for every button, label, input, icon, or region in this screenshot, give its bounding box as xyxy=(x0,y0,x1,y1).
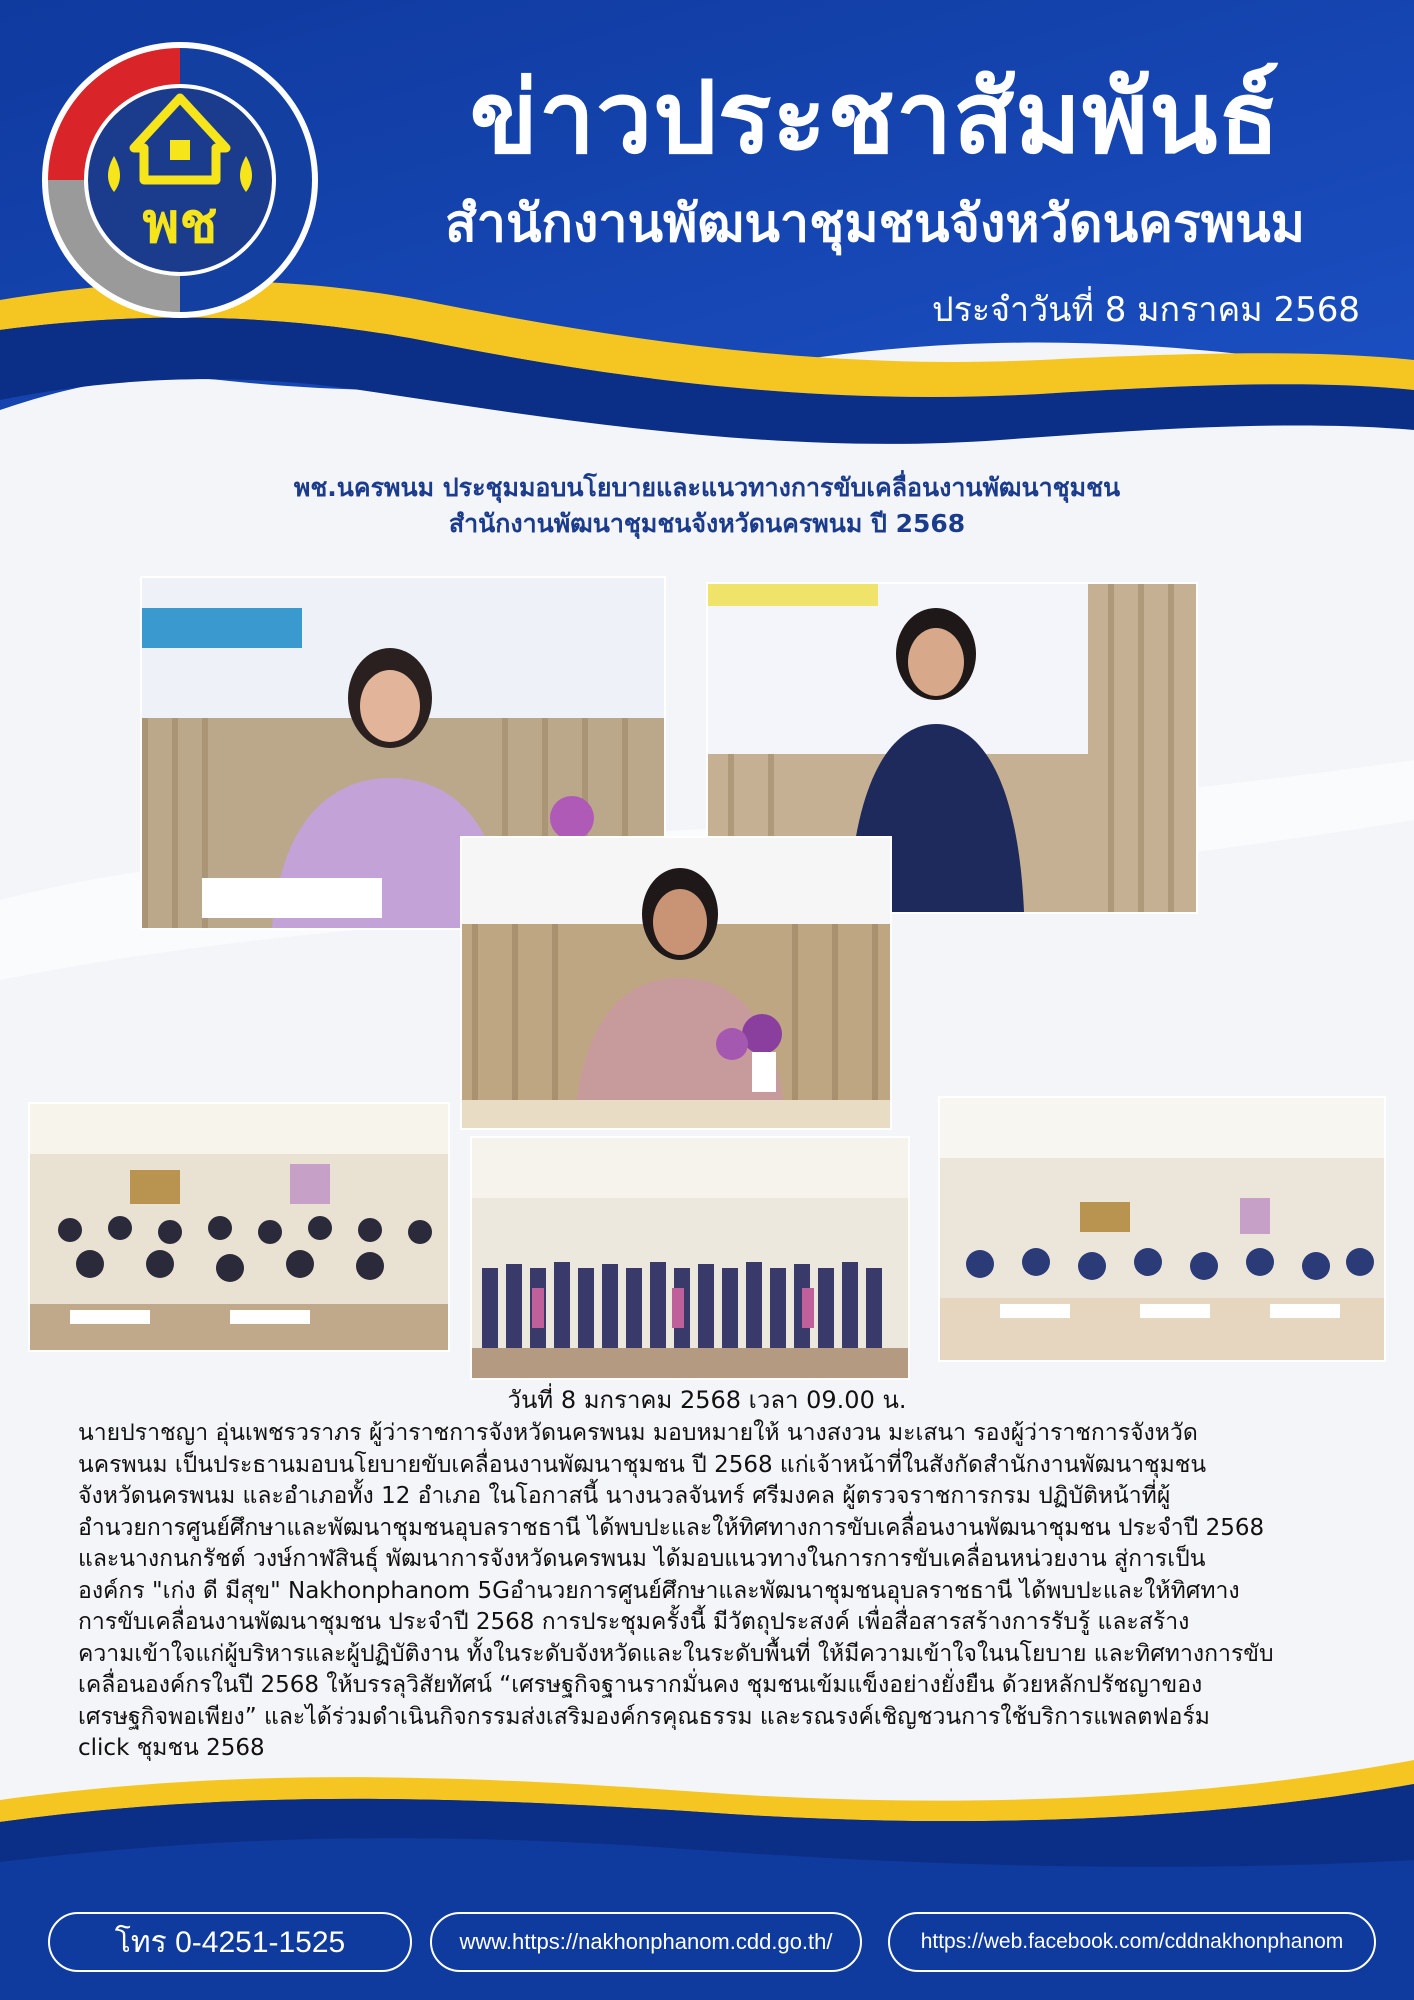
phone-contact[interactable] xyxy=(48,1912,412,1972)
photo-group-standing xyxy=(472,1138,908,1378)
photo-audience-right xyxy=(940,1098,1384,1360)
facebook-label: https://web.facebook.com/cddnakhonphanom xyxy=(920,1930,1344,1953)
header-title: ข่าวประชาสัมพันธ์ xyxy=(469,59,1281,176)
facebook-link[interactable] xyxy=(888,1912,1376,1972)
news-title-line1: พช.นครพนม ประชุมมอบนโยบายและแนวทางการขับเคลื่อนงานพัฒนาชุมชน xyxy=(293,473,1121,502)
header-date: ประจำวันที่ 8 มกราคม 2568 xyxy=(932,290,1360,330)
website-label: www.https://nakhonphanom.cdd.go.th/ xyxy=(459,1929,833,1954)
news-title xyxy=(120,470,1294,542)
header-subtitle: สำนักงานพัฒนาชุมชนจังหวัดนครพนม xyxy=(445,194,1305,254)
photo-speaker-at-podium xyxy=(462,838,890,1128)
photo-audience-left xyxy=(30,1104,448,1350)
cdd-logo xyxy=(30,30,330,330)
news-title-line2: สำนักงานพัฒนาชุมชนจังหวัดนครพนม ปี 2568 xyxy=(448,509,966,538)
news-body: นายปราชญา อุ่นเพชรวราภร ผู้ว่าราชการจังหวัดนครพนม มอบหมายให้ นางสงวน มะเสนา รองผู้ว่าราชการจังหวัด นครพนม เป็นประธานมอบนโยบายขับเคลื่อนงานพัฒนาชุมชน ปี 2568 แก่เจ้าหน้าที่ในสังกัดสำนักงานพัฒนาชุมชน จังหวัดนครพนม และอำเภอทั้ง 12 อำเภอ ในโอกาสนี้ นางนวลจันทร์ ศรีมงคล ผู้ตรวจราชการกรม ปฏิบัติหน้าที่ผู้ อำนวยการศูนย์ศึกษาและพัฒนาชุมชนอุบลราชธานี ได้พบปะและให้ทิศทางการขับเคลื่อนงานพัฒนาชุมชน ประจำปี 2568 และนางกนกรัชต์ วงษ์กาฬสินธุ์ พัฒนาการจังหวัดนครพนม ได้มอบแนวทางในการการขับเคลื่อนหน่วยงาน สู่การเป็น องค์กร "เก่ง ดี มีสุข" Nakhonphanom 5Gอำนวยการศูนย์ศึกษาและพัฒนาชุมชนอุบลราชธานี ได้พบปะและให้ทิศทาง การขับเคลื่อนงานพัฒนาชุมชน ประจำปี 2568 การประชุมครั้งนี้ มีวัตถุประสงค์ เพื่อสื่อสารสร้างการรับรู้ และสร้าง ความเข้าใจแก่ผู้บริหารและผู้ปฏิบัติงาน ทั้งในระดับจังหวัดและในระดับพื้นที่ ให้มีความเข้าใจในนโยบาย และทิศทางการขับ เคลื่อนองค์กรในปี 2568 ให้บรรลุวิสัยทัศน์ “เศรษฐกิจฐานรากมั่นคง ชุมชนเข้มแข็งอย่างยั่งยืน ด้วยหลักปรัชญาของ เศรษฐกิจพอเพียง” และได้ร่วมดำเนินกิจกรรมส่งเสริมองค์กรคุณธรรม และรณรงค์เชิญชวนการใช้บริการแพลตฟอร์ม click ชุมชน 2568 xyxy=(78,1420,1274,1761)
website-link[interactable] xyxy=(430,1912,862,1972)
event-time: วันที่ 8 มกราคม 2568 เวลา 09.00 น. xyxy=(507,1386,907,1414)
phone-label: โทร 0-4251-1525 xyxy=(114,1925,346,1959)
logo-text: พช xyxy=(142,191,218,256)
